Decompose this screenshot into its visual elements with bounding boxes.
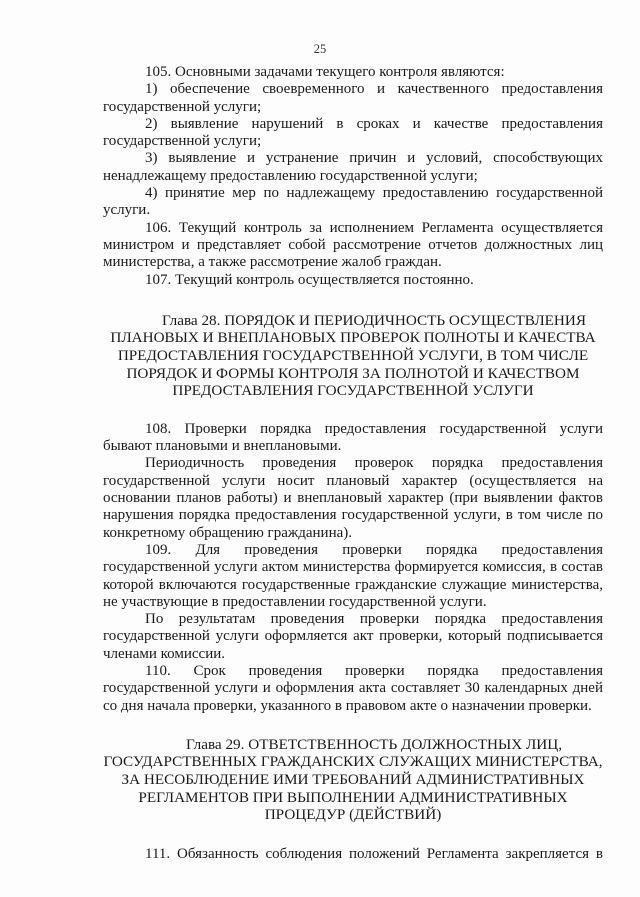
paragraph-108: 108. Проверки порядка предоставления государственной услуги бывают плановыми и внеплановыми.: [103, 420, 603, 455]
chapter-29-line-4: РЕГЛАМЕНТОВ ПРИ ВЫПОЛНЕНИИ АДМИНИСТРАТИВНЫХ: [138, 788, 568, 806]
paragraph-106: 106. Текущий контроль за исполнением Регламента осуществляется министром и представляет собой рассмотрение отчетов должностных лиц министерства, а также рассмотрение жалоб граждан.: [103, 219, 603, 271]
chapter-28-line-1: Глава 28. ПОРЯДОК И ПЕРИОДИЧНОСТЬ ОСУЩЕСТВЛЕНИЯ: [162, 311, 586, 329]
paragraph-111: 111. Обязанность соблюдения положений Регламента закрепляется в: [145, 845, 603, 862]
chapter-29-line-5: ПРОЦЕДУР (ДЕЙСТВИЙ): [264, 806, 442, 824]
chapter-29-line-1: Глава 29. ОТВЕТСТВЕННОСТЬ ДОЛЖНОСТНЫХ ЛИЦ,: [185, 735, 563, 753]
paragraph-105: 105. Основными задачами текущего контроля являются:: [145, 64, 505, 80]
chapter-29-line-2: ГОСУДАРСТВЕННЫХ ГРАЖДАНСКИХ СЛУЖАЩИХ МИНИСТЕРСТВА,: [103, 753, 603, 771]
paragraph-107: 107. Текущий контроль осуществляется постоянно.: [145, 271, 474, 288]
chapter-28-line-4: ПОРЯДОК И ФОРМЫ КОНТРОЛЯ ЗА ПОЛНОТОЙ И КАЧЕСТВОМ: [126, 364, 580, 382]
paragraph-periodicity: Периодичность проведения проверок порядка предоставления государственной услуги носит плановый характер (осуществляется на основании планов работы) и внеплановый характер (при выявлении фактов нарушения порядка предоставления государственной услуги, в том числе по конкретному обращению гражданина).: [103, 455, 603, 541]
chapter-28-line-2: ПЛАНОВЫХ И ВНЕПЛАНОВЫХ ПРОВЕРОК ПОЛНОТЫ И КАЧЕСТВА: [110, 329, 596, 347]
list-item-2: 2) выявление нарушений в сроках и качестве предоставления государственной услуги;: [103, 115, 603, 150]
paragraph-110: 110. Срок проведения проверки порядка предоставления государственной услуги и оформления акта составляет 30 календарных дней со дня начала проверки, указанного в правовом акте о назначении проверки.: [103, 662, 603, 714]
paragraph-results: По результатам проведения проверки порядка предоставления государственной услуги оформляется акт проверки, который подписывается членами комиссии.: [103, 611, 603, 662]
page-content: [103, 64, 603, 863]
list-item-4: 4) принятие мер по надлежащему предоставлению государственной услуги.: [103, 185, 603, 219]
chapter-28-line-3: ПРЕДОСТАВЛЕНИЯ ГОСУДАРСТВЕННОЙ УСЛУГИ, В ТОМ ЧИСЛЕ: [117, 347, 589, 365]
chapter-29-line-3: ЗА НЕСОБЛЮДЕНИЕ ИМИ ТРЕБОВАНИЙ АДМИНИСТРАТИВНЫХ: [121, 771, 585, 789]
chapter-29-heading: [103, 736, 603, 824]
list-item-1: 1) обеспечение своевременного и качественного предоставления государственной услуги;: [103, 81, 603, 115]
list-item-3: 3) выявление и устранение причин и условий, способствующих ненадлежащему предоставлению государственной услуги;: [103, 150, 603, 184]
paragraph-109: 109. Для проведения проверки порядка предоставления государственной услуги актом министерства формируется комиссия, в состав которой включаются государственные гражданские служащие министерства, не участвующие в предоставлении государственной услуги.: [103, 541, 603, 610]
chapter-28-heading: [103, 312, 603, 400]
page-number: 25: [313, 42, 327, 56]
chapter-28-line-5: ПРЕДОСТАВЛЕНИЯ ГОСУДАРСТВЕННОЙ УСЛУГИ: [172, 382, 534, 400]
